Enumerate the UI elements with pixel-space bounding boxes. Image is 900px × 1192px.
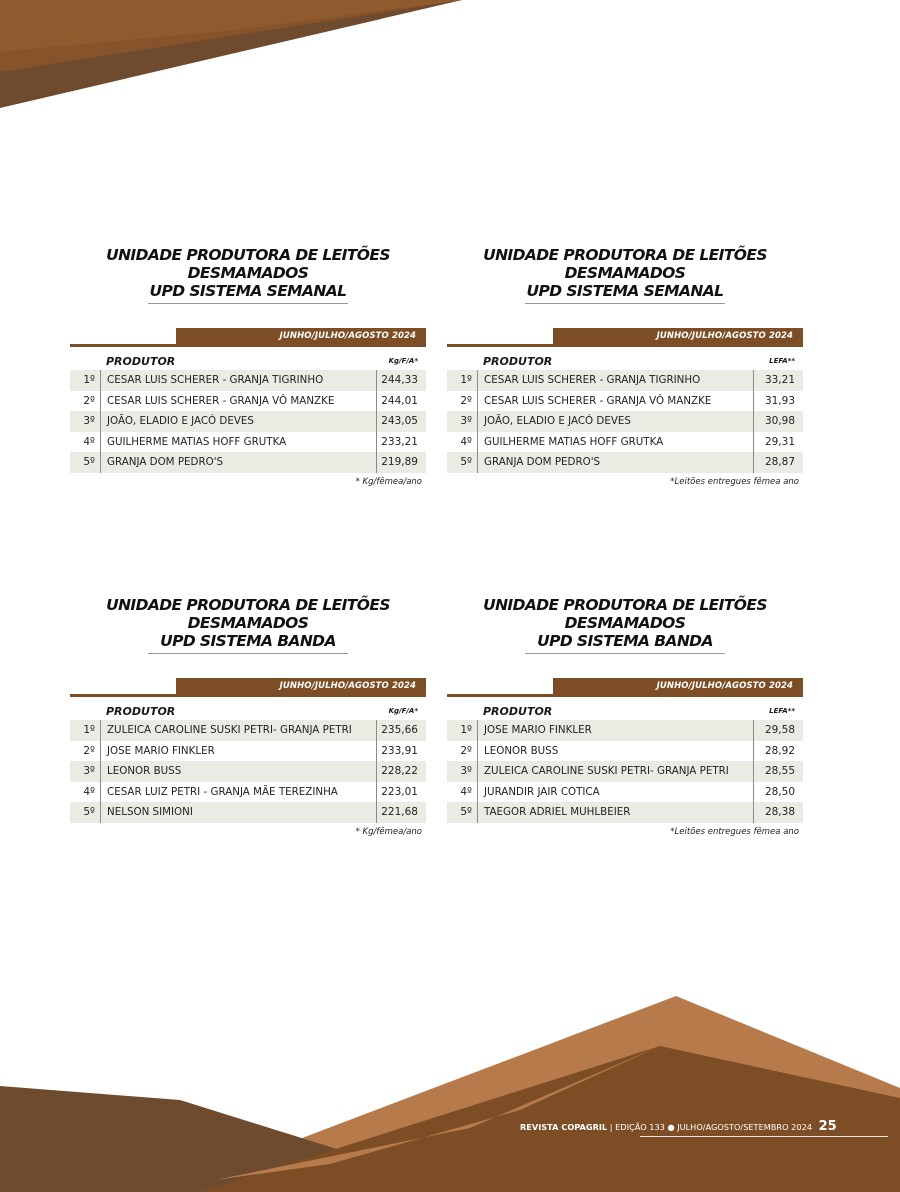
period-header <box>447 678 803 702</box>
table-row <box>70 452 426 473</box>
panel-title <box>447 246 803 300</box>
rank: 3º <box>83 415 95 428</box>
value: 235,66 <box>376 720 426 741</box>
value: 28,50 <box>753 782 803 803</box>
rank: 2º <box>83 744 95 757</box>
value: 28,55 <box>753 761 803 782</box>
producer-name: ZULEICA CAROLINE SUSKI PETRI- GRANJA PETRI <box>100 720 376 741</box>
producer-name: ZULEICA CAROLINE SUSKI PETRI- GRANJA PETRI <box>477 761 753 782</box>
producer-column-header: PRODUTOR <box>483 354 553 368</box>
ranking-panel-semanal-lefa <box>447 246 803 487</box>
producer-name: GRANJA DOM PEDRO'S <box>477 452 753 473</box>
title-line-1: UNIDADE PRODUTORA DE LEITÕES <box>106 246 390 264</box>
table-row <box>70 432 426 453</box>
producer-name: CESAR LUIS SCHERER - GRANJA TIGRINHO <box>100 370 376 391</box>
value: 31,93 <box>753 391 803 412</box>
panel-title <box>70 596 426 650</box>
value: 29,31 <box>753 432 803 453</box>
title-line-2: DESMAMADOS <box>187 614 309 632</box>
footnote: *Leitões entregues fêmea ano <box>670 826 799 837</box>
rank: 3º <box>460 415 472 428</box>
title-line-3: UPD SISTEMA SEMANAL <box>149 282 347 300</box>
producer-name: JOSE MARIO FINKLER <box>477 720 753 741</box>
rank: 2º <box>460 744 472 757</box>
title-line-1: UNIDADE PRODUTORA DE LEITÕES <box>483 596 767 614</box>
magazine-name: REVISTA COPAGRIL <box>520 1122 608 1132</box>
table-row <box>70 370 426 391</box>
table-row <box>447 741 803 762</box>
page-number: 25 <box>818 1119 837 1134</box>
rank: 4º <box>460 785 472 798</box>
producer-column-header: PRODUTOR <box>106 704 176 718</box>
rank: 4º <box>460 435 472 448</box>
title-line-1: UNIDADE PRODUTORA DE LEITÕES <box>106 596 390 614</box>
value: 228,22 <box>376 761 426 782</box>
period-label: JUNHO/JULHO/AGOSTO 2024 <box>176 678 426 694</box>
value: 233,21 <box>376 432 426 453</box>
value-column-header: LEFA** <box>769 707 795 715</box>
producer-name: NELSON SIMIONI <box>100 802 376 823</box>
table-row <box>447 761 803 782</box>
table-row <box>447 432 803 453</box>
producer-name: GRANJA DOM PEDRO'S <box>100 452 376 473</box>
producer-name: LEONOR BUSS <box>100 761 376 782</box>
period-header <box>447 328 803 352</box>
table-row <box>70 411 426 432</box>
producer-name: CESAR LUIS SCHERER - GRANJA TIGRINHO <box>477 370 753 391</box>
title-underline <box>148 303 348 304</box>
period-header <box>70 678 426 702</box>
page-footer <box>520 1119 837 1134</box>
rank: 2º <box>460 394 472 407</box>
value: 233,91 <box>376 741 426 762</box>
period-rule <box>447 694 803 697</box>
producer-name: JOSE MARIO FINKLER <box>100 741 376 762</box>
rank: 1º <box>83 374 95 387</box>
ranking-table <box>70 370 426 473</box>
title-line-2: DESMAMADOS <box>564 614 686 632</box>
value: 28,38 <box>753 802 803 823</box>
title-line-3: UPD SISTEMA BANDA <box>537 632 713 650</box>
rank: 5º <box>83 806 95 819</box>
producer-name: JURANDIR JAIR COTICA <box>477 782 753 803</box>
producer-column-header: PRODUTOR <box>483 704 553 718</box>
table-row <box>70 802 426 823</box>
rank: 2º <box>83 394 95 407</box>
ranking-table <box>70 720 426 823</box>
producer-name: CESAR LUIS SCHERER - GRANJA VÔ MANZKE <box>477 391 753 412</box>
panel-title <box>70 246 426 300</box>
table-row <box>447 370 803 391</box>
value: 244,01 <box>376 391 426 412</box>
table-row <box>70 391 426 412</box>
producer-name: LEONOR BUSS <box>477 741 753 762</box>
value: 219,89 <box>376 452 426 473</box>
value: 221,68 <box>376 802 426 823</box>
producer-name: CESAR LUIZ PETRI - GRANJA MÃE TEREZINHA <box>100 782 376 803</box>
table-row <box>447 782 803 803</box>
rank: 4º <box>83 435 95 448</box>
rank: 5º <box>83 456 95 469</box>
footnote: *Leitões entregues fêmea ano <box>670 476 799 487</box>
producer-name: TAEGOR ADRIEL MUHLBEIER <box>477 802 753 823</box>
ranking-table <box>447 720 803 823</box>
producer-name: JOÃO, ELADIO E JACÓ DEVES <box>477 411 753 432</box>
producer-column-header: PRODUTOR <box>106 354 176 368</box>
table-row <box>70 741 426 762</box>
table-row <box>70 761 426 782</box>
title-line-3: UPD SISTEMA BANDA <box>160 632 336 650</box>
value: 29,58 <box>753 720 803 741</box>
period-rule <box>70 694 426 697</box>
footer-rule <box>640 1136 888 1137</box>
footnote: * Kg/fêmea/ano <box>355 476 422 487</box>
edition-info: | EDIÇÃO 133 ● JULHO/AGOSTO/SETEMBRO 2024 <box>609 1122 812 1132</box>
table-header <box>70 702 426 720</box>
value: 33,21 <box>753 370 803 391</box>
ranking-panel-semanal-kg <box>70 246 426 487</box>
period-rule <box>70 344 426 347</box>
table-row <box>447 411 803 432</box>
period-label: JUNHO/JULHO/AGOSTO 2024 <box>553 678 803 694</box>
period-header <box>70 328 426 352</box>
producer-name: GUILHERME MATIAS HOFF GRUTKA <box>100 432 376 453</box>
value-column-header: Kg/F/A* <box>388 357 418 365</box>
title-underline <box>525 653 725 654</box>
period-label: JUNHO/JULHO/AGOSTO 2024 <box>553 328 803 344</box>
table-row <box>447 391 803 412</box>
rank: 3º <box>460 765 472 778</box>
title-underline <box>148 653 348 654</box>
producer-name: GUILHERME MATIAS HOFF GRUTKA <box>477 432 753 453</box>
table-row <box>70 782 426 803</box>
panel-title <box>447 596 803 650</box>
footnote: * Kg/fêmea/ano <box>355 826 422 837</box>
title-line-2: DESMAMADOS <box>564 264 686 282</box>
table-row <box>447 802 803 823</box>
title-underline <box>525 303 725 304</box>
rank: 5º <box>460 806 472 819</box>
table-header <box>447 702 803 720</box>
title-line-2: DESMAMADOS <box>187 264 309 282</box>
ranking-panel-banda-kg <box>70 596 426 837</box>
rank: 1º <box>83 724 95 737</box>
value: 223,01 <box>376 782 426 803</box>
rank: 4º <box>83 785 95 798</box>
value-column-header: LEFA** <box>769 357 795 365</box>
value: 28,87 <box>753 452 803 473</box>
table-row <box>447 452 803 473</box>
table-header <box>447 352 803 370</box>
value-column-header: Kg/F/A* <box>388 707 418 715</box>
producer-name: CESAR LUIS SCHERER - GRANJA VÔ MANZKE <box>100 391 376 412</box>
period-label: JUNHO/JULHO/AGOSTO 2024 <box>176 328 426 344</box>
rank: 1º <box>460 374 472 387</box>
ranking-panel-banda-lefa <box>447 596 803 837</box>
rank: 3º <box>83 765 95 778</box>
title-line-3: UPD SISTEMA SEMANAL <box>526 282 724 300</box>
period-rule <box>447 344 803 347</box>
value: 244,33 <box>376 370 426 391</box>
producer-name: JOÃO, ELADIO E JACÓ DEVES <box>100 411 376 432</box>
value: 243,05 <box>376 411 426 432</box>
table-row <box>447 720 803 741</box>
value: 30,98 <box>753 411 803 432</box>
rank: 5º <box>460 456 472 469</box>
value: 28,92 <box>753 741 803 762</box>
table-header <box>70 352 426 370</box>
table-row <box>70 720 426 741</box>
title-line-1: UNIDADE PRODUTORA DE LEITÕES <box>483 246 767 264</box>
rank: 1º <box>460 724 472 737</box>
ranking-table <box>447 370 803 473</box>
